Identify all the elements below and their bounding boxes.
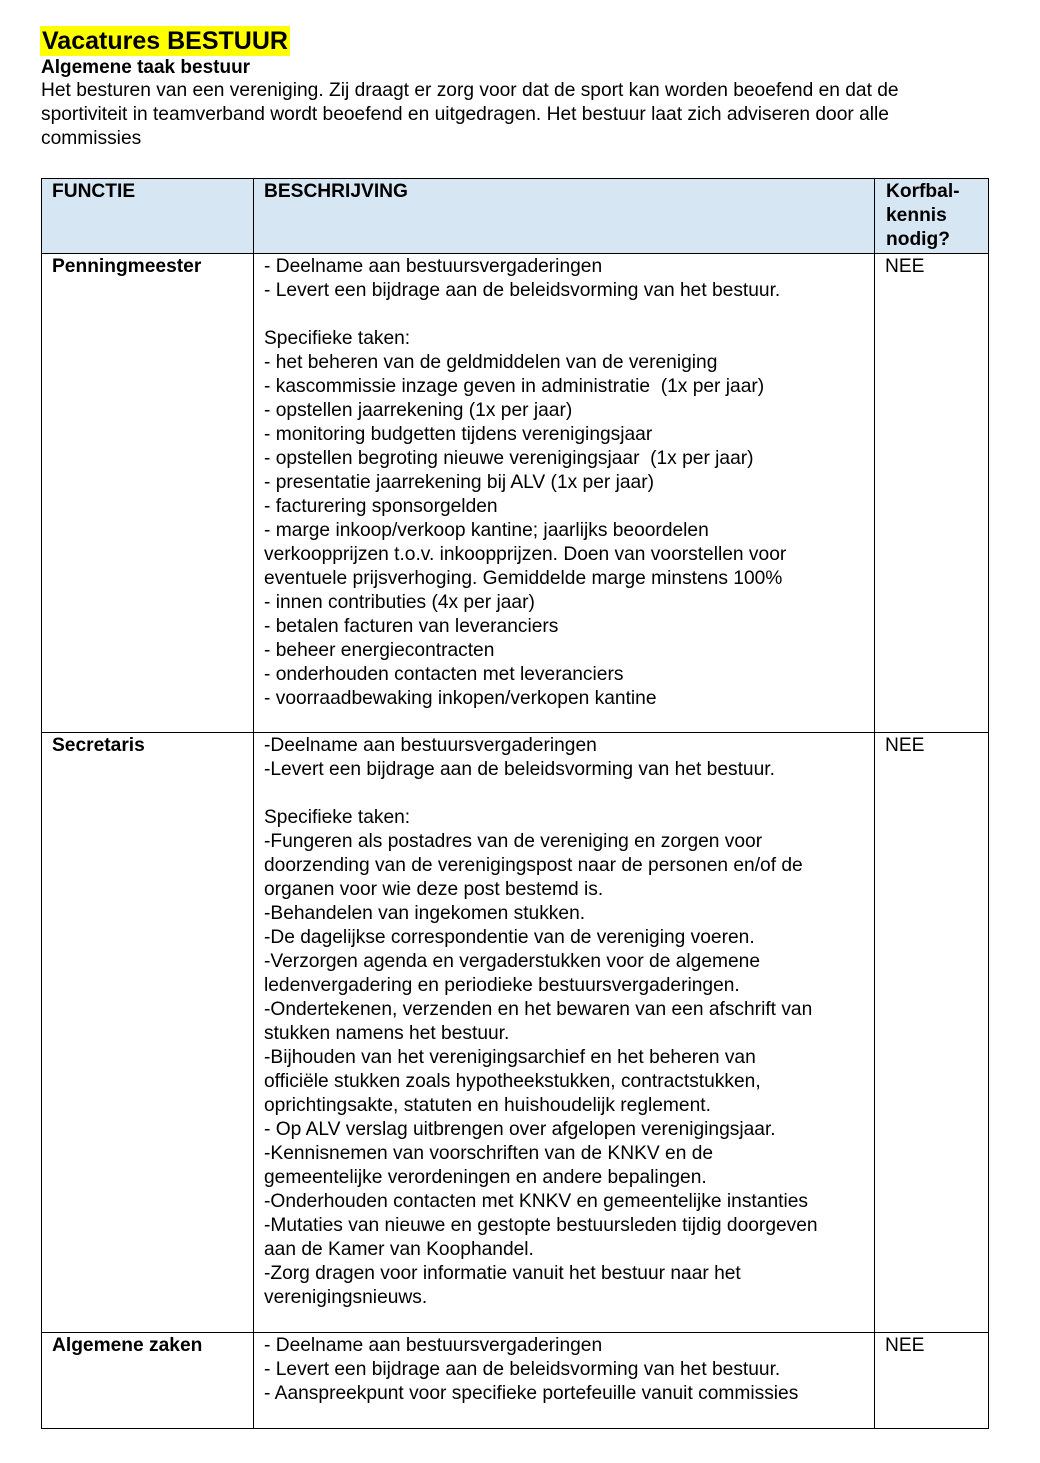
task-line: - betalen facturen van leveranciers [264,616,559,637]
task-line: - onderhouden contacten met leveranciers [264,664,624,685]
document-page [41,26,988,1404]
description-line: - Aanspreekpunt voor specifieke portefeuille vanuit commissies [264,1383,799,1404]
task-line: - innen contributies (4x per jaar) [264,592,535,613]
task-line: -Verzorgen agenda en vergaderstukken voor de algemene [264,951,761,972]
table-header-row [42,179,989,254]
task-line: -Bijhouden van het verenigingsarchief en het beheren van [264,1047,756,1068]
task-line: verkoopprijzen t.o.v. inkoopprijzen. Doen van voorstellen voor [264,544,787,565]
task-line: stukken namens het bestuur. [264,1023,510,1044]
task-line: eventuele prijsverhoging. Gemiddelde marge minstens 100% [264,568,783,589]
description-line: - Deelname aan bestuursvergaderingen [264,1335,603,1356]
task-line: doorzending van de verenigingspost naar de personen en/of de [264,855,803,876]
intro-line: sportiviteit in teamverband wordt beoefend en uitgedragen. Het bestuur laat zich adviseren door alle [41,104,889,125]
blank-line [264,782,864,806]
description-line: - Levert een bijdrage aan de beleidsvorming van het bestuur. [264,280,781,301]
function-cell: Secretaris [42,733,254,1333]
task-line: aan de Kamer van Koophandel. [264,1239,534,1260]
description-cell [254,1333,875,1429]
description-line: - Levert een bijdrage aan de beleidsvorming van het bestuur. [264,1359,781,1380]
task-line: - presentatie jaarrekening bij ALV (1x per jaar) [264,472,654,493]
header-knowledge-line: Korfbal- [886,181,960,202]
task-line: -Onderhouden contacten met KNKV en gemeentelijke instanties [264,1191,808,1212]
tasks-heading: Specifieke taken: [264,328,411,349]
knowledge-cell: NEE [875,254,989,733]
intro-paragraph [41,79,981,151]
task-line: -Fungeren als postadres van de vereniging en zorgen voor [264,831,763,852]
task-line: -De dagelijkse correspondentie van de vereniging voeren. [264,927,755,948]
table-row [42,1333,989,1429]
function-cell: Algemene zaken [42,1333,254,1429]
knowledge-cell: NEE [875,1333,989,1429]
header-description: BESCHRIJVING [254,179,875,254]
description-line: - Deelname aan bestuursvergaderingen [264,256,603,277]
task-line: - het beheren van de geldmiddelen van de vereniging [264,352,718,373]
task-line: verenigingsnieuws. [264,1287,428,1308]
task-line: -Zorg dragen voor informatie vanuit het bestuur naar het [264,1263,741,1284]
header-knowledge-line: kennis [886,205,947,226]
vacancies-table [41,178,989,1429]
task-line: - voorraadbewaking inkopen/verkopen kantine [264,688,657,709]
intro-line: commissies [41,128,142,149]
page-title: Vacatures BESTUUR [42,27,288,55]
task-line: -Behandelen van ingekomen stukken. [264,903,586,924]
task-line: - opstellen begroting nieuwe verenigingsjaar (1x per jaar) [264,448,754,469]
header-function: FUNCTIE [42,179,254,254]
function-cell: Penningmeester [42,254,254,733]
task-line: -Ondertekenen, verzenden en het bewaren van een afschrift van [264,999,813,1020]
header-knowledge [875,179,989,254]
task-line: - kascommissie inzage geven in administratie (1x per jaar) [264,376,765,397]
task-line: gemeentelijke verordeningen en andere bepalingen. [264,1167,707,1188]
table-row [42,733,989,1333]
task-line: -Mutaties van nieuwe en gestopte bestuursleden tijdig doorgeven [264,1215,818,1236]
knowledge-cell: NEE [875,733,989,1333]
task-line: - Op ALV verslag uitbrengen over afgelopen verenigingsjaar. [264,1119,776,1140]
table-row [42,254,989,733]
tasks-heading: Specifieke taken: [264,807,411,828]
task-line: oprichtingsakte, statuten en huishoudelijk reglement. [264,1095,711,1116]
task-line: organen voor wie deze post bestemd is. [264,879,604,900]
task-line: - beheer energiecontracten [264,640,495,661]
task-line: ledenvergadering en periodieke bestuursvergaderingen. [264,975,740,996]
header-knowledge-line: nodig? [886,229,950,250]
description-line: -Deelname aan bestuursvergaderingen [264,735,597,756]
blank-line [264,303,864,327]
description-cell [254,733,875,1333]
section-subtitle: Algemene taak bestuur [41,57,251,78]
description-cell [254,254,875,733]
task-line: -Kennisnemen van voorschriften van de KNKV en de [264,1143,714,1164]
task-line: - marge inkoop/verkoop kantine; jaarlijks beoordelen [264,520,709,541]
task-line: officiële stukken zoals hypotheekstukken, contractstukken, [264,1071,761,1092]
description-line: -Levert een bijdrage aan de beleidsvorming van het bestuur. [264,759,775,780]
task-line: - opstellen jaarrekening (1x per jaar) [264,400,573,421]
task-line: - facturering sponsorgelden [264,496,498,517]
task-line: - monitoring budgetten tijdens verenigingsjaar [264,424,653,445]
intro-line: Het besturen van een vereniging. Zij draagt er zorg voor dat de sport kan worden beoefend en dat de [41,80,899,101]
